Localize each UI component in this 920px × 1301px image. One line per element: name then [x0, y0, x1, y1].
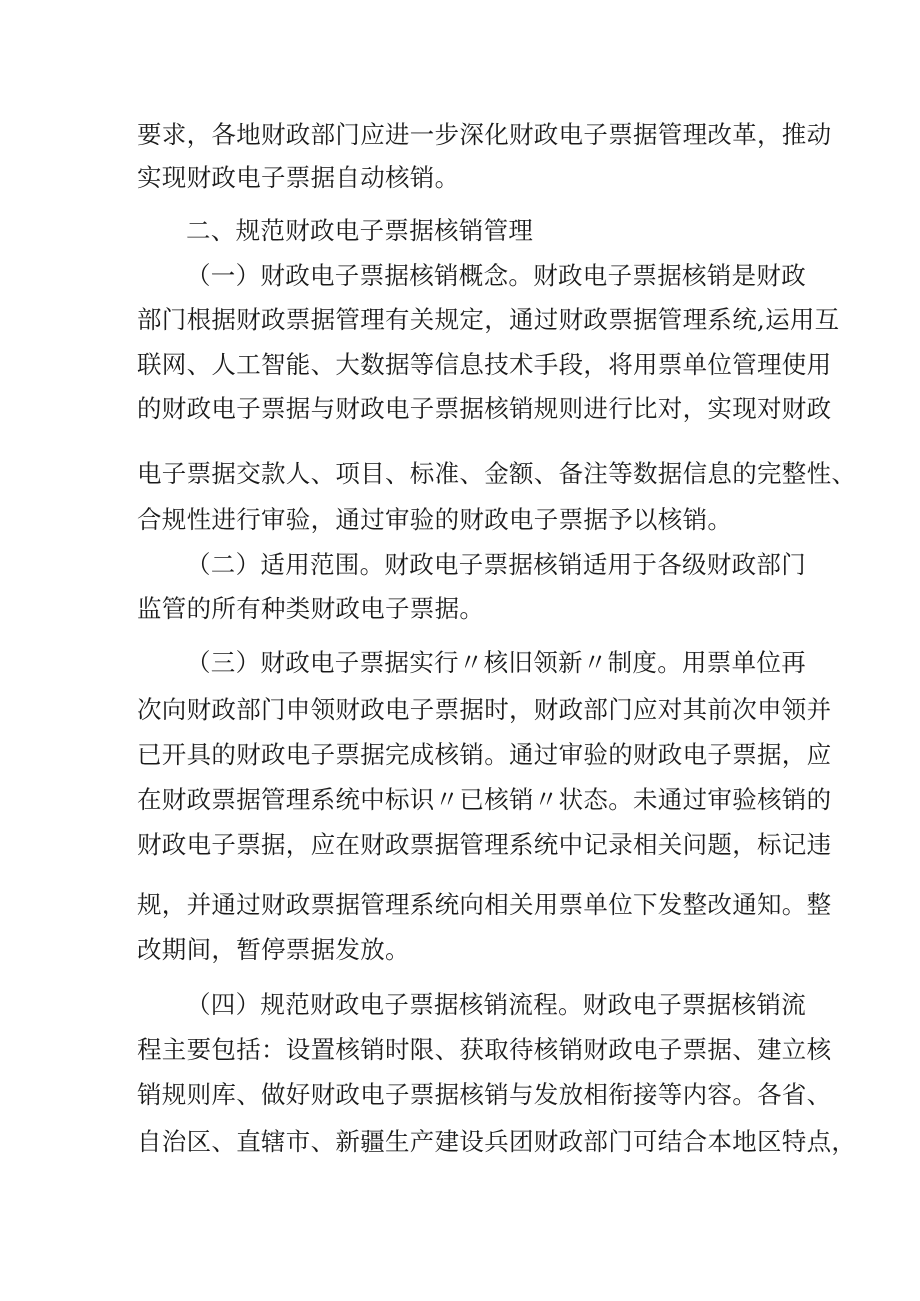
text-line: （二）适用范围。财政电子票据核销适用于各级财政部门 — [186, 550, 806, 579]
section-heading: 二、规范财政电子票据核销管理 — [186, 216, 534, 245]
text-line: （三）财政电子票据实行〃核旧领新〃制度。用票单位再 — [186, 648, 806, 677]
text-line: 的财政电子票据与财政电子票据核销规则进行比对，实现对财政 — [137, 394, 832, 423]
text-line: 联网、人工智能、大数据等信息技术手段，将用票单位管理使用 — [137, 350, 832, 379]
text-line: 实现财政电子票据自动核销。 — [137, 163, 460, 192]
text-line: 电子票据交款人、项目、标准、金额、备注等数据信息的完整性、 — [137, 459, 857, 488]
text-line: 自治区、直辖市、新疆生产建设兵团财政部门可结合本地区特点， — [137, 1127, 857, 1156]
text-line: 合规性进行审验，通过审验的财政电子票据予以核销。 — [137, 505, 733, 534]
text-line: 规，并通过财政票据管理系统向相关用票单位下发整改通知。整 — [137, 890, 832, 919]
text-line: 改期间，暂停票据发放。 — [137, 935, 410, 964]
text-line: 在财政票据管理系统中标识〃已核销〃状态。未通过审验核销的 — [137, 785, 832, 814]
text-line: 监管的所有种类财政电子票据。 — [137, 594, 485, 623]
text-line: 次向财政部门申领财政电子票据时，财政部门应对其前次申领并 — [137, 695, 832, 724]
text-line: 要求，各地财政部门应进一步深化财政电子票据管理改革，推动 — [137, 120, 832, 149]
text-line: 销规则库、做好财政电子票据核销与发放相衔接等内容。各省、 — [137, 1080, 832, 1109]
text-line: 程主要包括：设置核销时限、获取待核销财政电子票据、建立核 — [137, 1035, 832, 1064]
text-line: （一）财政电子票据核销概念。财政电子票据核销是财政 — [186, 261, 806, 290]
text-line: （四）规范财政电子票据核销流程。财政电子票据核销流 — [186, 990, 806, 1019]
text-line: 已开具的财政电子票据完成核销。通过审验的财政电子票据，应 — [137, 740, 832, 769]
text-line: 部门根据财政票据管理有关规定，通过财政票据管理系统,运用互 — [137, 305, 840, 334]
text-line: 财政电子票据，应在财政票据管理系统中记录相关问题，标记违 — [137, 830, 832, 859]
